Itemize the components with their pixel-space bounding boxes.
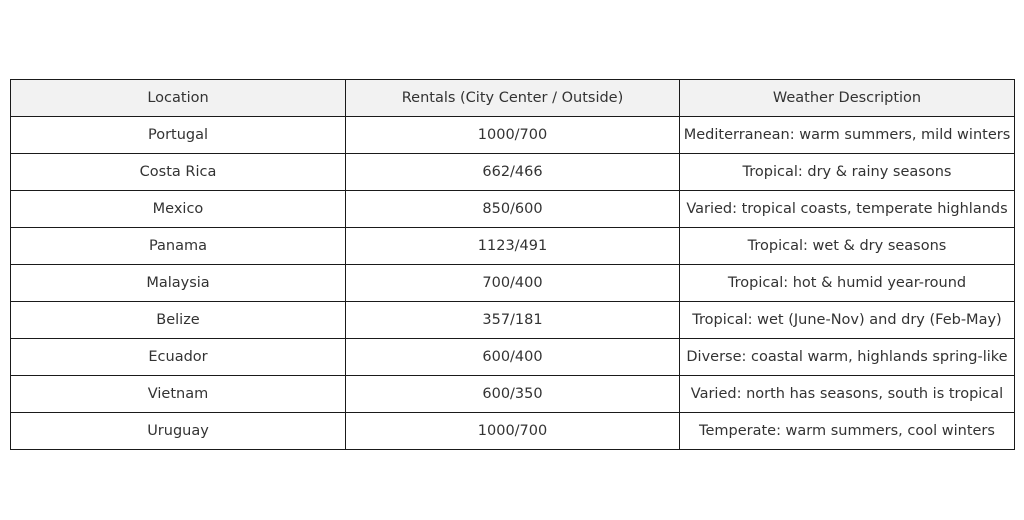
weather-cell: Varied: tropical coasts, temperate highlands [680, 191, 1015, 228]
location-cell: Panama [11, 228, 346, 265]
rentals-cell: 357/181 [346, 302, 680, 339]
table-row [11, 154, 1015, 191]
weather-cell: Mediterranean: warm summers, mild winters [680, 117, 1015, 154]
table-row [11, 228, 1015, 265]
rentals-cell: 1000/700 [346, 413, 680, 450]
rentals-cell: 1123/491 [346, 228, 680, 265]
location-cell: Malaysia [11, 265, 346, 302]
location-cell: Costa Rica [11, 154, 346, 191]
weather-cell: Varied: north has seasons, south is tropical [680, 376, 1015, 413]
table-row [11, 191, 1015, 228]
rentals-cell: 600/400 [346, 339, 680, 376]
weather-cell: Tropical: hot & humid year-round [680, 265, 1015, 302]
rentals-cell: 1000/700 [346, 117, 680, 154]
rentals-cell: 700/400 [346, 265, 680, 302]
weather-cell: Tropical: wet & dry seasons [680, 228, 1015, 265]
table-row [11, 265, 1015, 302]
rentals-cell: 662/466 [346, 154, 680, 191]
table-row [11, 302, 1015, 339]
location-cell: Vietnam [11, 376, 346, 413]
header-row [11, 80, 1015, 117]
rentals-cell: 600/350 [346, 376, 680, 413]
data-table [10, 79, 1015, 450]
weather-cell: Temperate: warm summers, cool winters [680, 413, 1015, 450]
table-row [11, 376, 1015, 413]
location-cell: Uruguay [11, 413, 346, 450]
weather-cell: Tropical: wet (June-Nov) and dry (Feb-May) [680, 302, 1015, 339]
weather-cell: Tropical: dry & rainy seasons [680, 154, 1015, 191]
table-body [11, 117, 1015, 450]
location-cell: Portugal [11, 117, 346, 154]
table-row [11, 413, 1015, 450]
table-row [11, 339, 1015, 376]
column-header-location: Location [11, 80, 346, 117]
table-row [11, 117, 1015, 154]
location-cell: Ecuador [11, 339, 346, 376]
column-header-rentals: Rentals (City Center / Outside) [346, 80, 680, 117]
location-cell: Mexico [11, 191, 346, 228]
rentals-cell: 850/600 [346, 191, 680, 228]
location-cell: Belize [11, 302, 346, 339]
weather-cell: Diverse: coastal warm, highlands spring-like [680, 339, 1015, 376]
column-header-weather: Weather Description [680, 80, 1015, 117]
table-header [11, 80, 1015, 117]
